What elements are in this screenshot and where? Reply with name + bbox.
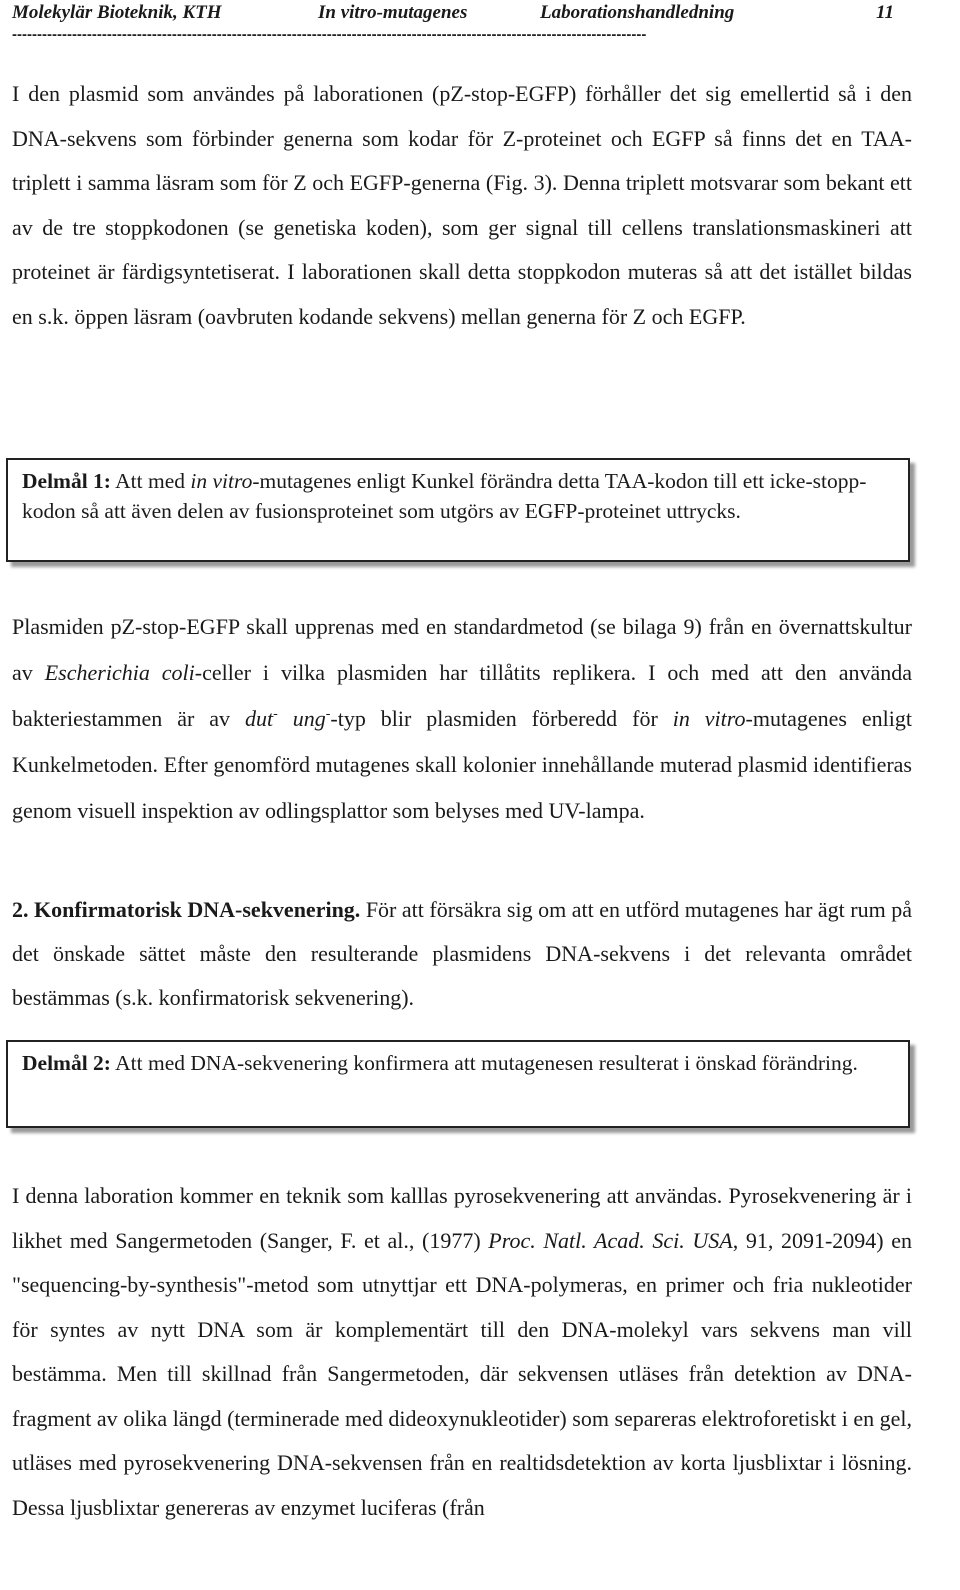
para4-text-2: , 91, 2091-2094) en "sequencing-by-synthesis"-metod som utnyttjar ett DNA-polymeras, en primer och fria nukleotider för syntes av nytt DNA som är komplementärt till den DNA-molekyl vars sekvens man vill bestämma. Men till skillnad från Sangermetoden, där sekvensen utläses från detektion av DNA-fragment av olika längd (terminerade med dideoxynukleotider) som separeras elektroforetiskt i en gel, utläses med pyrosekvenering DNA-sekvensen från en realtidsdetektion av korta ljusblixtar i lösning. Dessa ljusblixtar genereras av enzymet luciferas (från [12,1227,912,1520]
header-topic: In vitro-mutagenes [318,2,468,23]
para2-sup-2: - [325,706,331,722]
goal-box-1 [6,458,910,562]
para2-text-1: Plasmiden pZ-stop-EGFP skall upprenas med en standardmetod (se bilaga 9) från en övernattskultur av [12,614,912,685]
header-divider: ------------------------------------------------------------------------------------------------------------------------------- [12,26,647,43]
para2-gene-ung: ung [292,706,326,731]
para2-gene-dut: dut [244,706,274,731]
header-page-number: 11 [876,2,894,23]
goal-1-text-a: Att med [110,469,191,493]
goal-1-italic: in vitro [190,469,253,493]
goal-1-label: Delmål 1: [22,469,111,493]
goal-2-label: Delmål 2: [22,1051,111,1075]
paragraph-confirmatory-sequencing [12,888,912,1020]
page-header [12,2,912,26]
header-doc-type: Laborationshandledning [540,2,735,23]
header-course: Molekylär Bioteknik, KTH [12,2,222,23]
para4-text-1: I denna laboration kommer en teknik som kalllas pyrosekvenering att användas. Pyrosekvenering är i likhet med Sangermetoden (Sanger, F. et al., (1977) [12,1183,912,1253]
para3-text: För att försäkra sig om att en utförd mutagenes har ägt rum på det önskade sättet måste den resulterande plasmidens DNA-sekvens i det relevanta området bestämmas (s.k. konfirmatorisk sekvenering). [12,897,912,1010]
para2-text-4: -mutagenes enligt Kunkelmetoden. Efter genomförd mutagenes skall kolonier innehållande muterad plasmid identifieras genom visuell inspektion av odlingsplattor som belyses med UV-lampa. [12,706,912,823]
para4-journal: Proc. Natl. Acad. Sci. USA [488,1227,733,1253]
para2-space [278,706,293,731]
goal-1-text-b: -mutagenes enligt Kunkel förändra detta TAA-kodon till ett icke-stopp-kodon så att även delen av fusionsproteinet som utgörs av EGFP-proteinet uttrycks. [22,469,867,523]
para2-organism: Escherichia coli [44,660,195,685]
para2-sup-1: - [273,706,278,722]
goal-2-text: Att med DNA-sekvenering konfirmera att mutagenesen resulterat i önskad förändring. [110,1051,858,1075]
paragraph-plasmid-intro: I den plasmid som användes på laborationen (pZ-stop-EGFP) förhåller det sig emellertid så i den DNA-sekvens som förbinder generna som kodar för Z-proteinet och EGFP så finns det en TAA-triplett i samma läsram som för Z och EGFP-generna (Fig. 3). Denna triplett motsvarar som bekant ett av de tre stoppkodonen (se genetiska koden), som ger signal till cellens translationsmaskineri att proteinet är färdigsyntetiserat. I laborationen skall detta stoppkodon muteras så att det istället bildas en s.k. öppen läsram (oavbruten kodande sekvens) mellan generna för Z och EGFP. [12,81,912,329]
paragraph-plasmid-prep [12,604,912,834]
paragraph-pyrosequencing [12,1174,912,1530]
goal-box-2 [6,1040,910,1128]
para2-text-2: -celler i vilka plasmiden har tillåtits replikera. I och med att den använda bakteriestammen är av [12,660,912,731]
para2-invitro: in vitro [672,706,746,731]
para2-text-3: -typ blir plasmiden förberedd för [330,706,673,731]
section-heading-2: 2. Konfirmatorisk DNA-sekvenering. [12,897,361,922]
